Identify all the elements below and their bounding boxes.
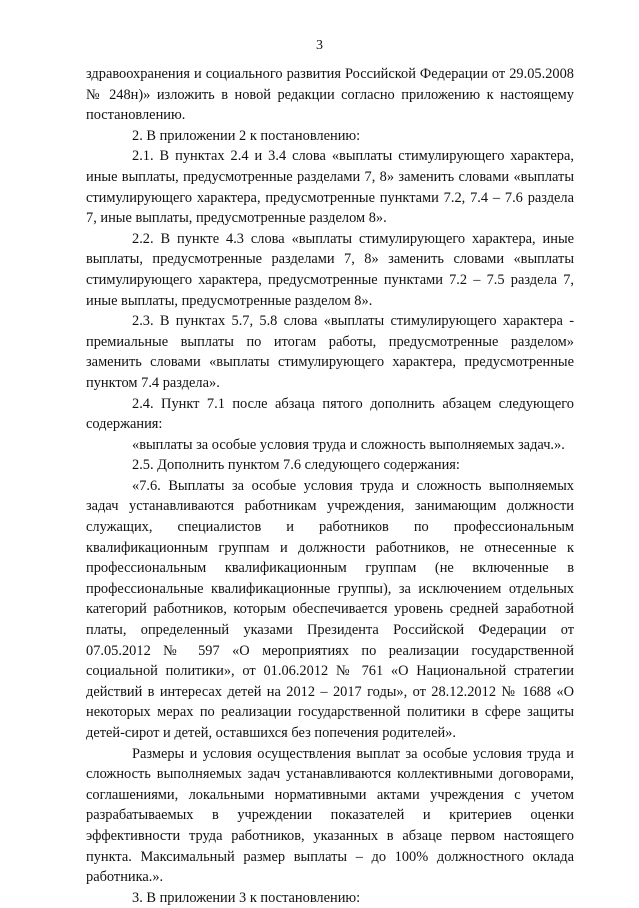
paragraph-1: здравоохранения и социального развития Российской Федерации от 29.05.2008 № 248н)» изложить в новой редакции согласно приложению к настоящему постановлению. [86,66,574,124]
paragraph-4: 2.2. В пункте 4.3 слова «выплаты стимулирующего характера, иные выплаты, предусмотренные разделами 7, 8» заменить словами «выплаты стимулирующего характера, предусмотренные пунктами 7.2 – 7.5 раздела 7, иные выплаты, предусмотренные разделом 8». [86,230,574,309]
paragraph-5: 2.3. В пунктах 5.7, 5.8 слова «выплаты стимулирующего характера - премиальные выплаты по итогам работы, предусмотренные разделом» заменить словами «выплаты стимулирующего характера, предусмотренные пунктом 7.4 раздела». [86,313,574,391]
paragraph-9: «7.6. Выплаты за особые условия труда и сложность выполняемых задач устанавливаются работникам учреждения, занимающим должности служащих, специалистов и работников по профессиональным квалификационным группам и должности работников, не отнесенные к профессиональным квалификационным группам (не включенные в профессиональные квалификационные группы), за исключением отдельных категорий работников, которым обеспечивается уровень средней заработной платы, определенный указами Президента Российской Федерации от 07.05.2012 № 597 «О мероприятиях по реализации государственной социальной политики», от 01.06.2012 № 761 «О Национальной стратегии действий в интересах детей на 2012 – 2017 годы», от 28.12.2012 № 1688 «О некоторых мерах по реализации государственной политики в сфере защиты детей-сирот и детей, оставшихся без попечения родителей». [86,477,574,741]
paragraph-10: Размеры и условия осуществления выплат за особые условия труда и сложность выполняемых задач устанавливаются коллективными договорами, соглашениями, локальными нормативными актами учреждения с учетом разрабатываемых в учреждении показателей и критериев оценки эффективности труда работников, указанных в абзаце первом настоящего пункта. Максимальный размер выплаты – до 100% должностного оклада работника.». [86,745,574,886]
paragraph-2: 2. В приложении 2 к постановлению: [132,127,361,144]
paragraph-3: 2.1. В пунктах 2.4 и 3.4 слова «выплаты стимулирующего характера, иные выплаты, предусмотренные разделами 7, 8» заменить словами «выплаты стимулирующего характера, предусмотренные пунктами 7.2, 7.4 – 7.6 раздела 7, иные выплаты, предусмотренные разделом 8». [86,148,574,227]
paragraph-7: «выплаты за особые условия труда и сложность выполняемых задач.». [132,436,565,453]
paragraph-6: 2.4. Пункт 7.1 после абзаца пятого дополнить абзацем следующего содержания: [86,395,574,433]
paragraph-11: 3. В приложении 3 к постановлению: [132,889,361,906]
paragraph-8: 2.5. Дополнить пунктом 7.6 следующего содержания: [132,457,460,474]
page-number: 3 [316,38,323,53]
document-body [86,64,574,908]
